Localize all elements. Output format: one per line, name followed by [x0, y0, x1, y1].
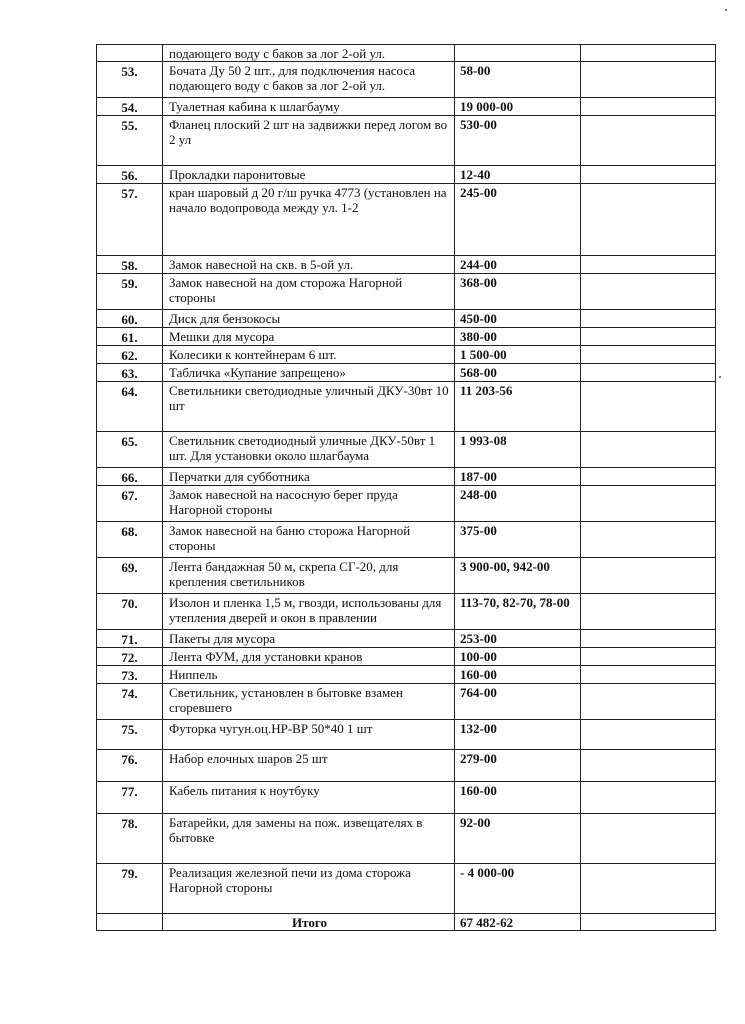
- row-description: Набор елочных шаров 25 шт: [163, 750, 455, 782]
- table-row: [97, 864, 716, 914]
- scan-speck: [719, 376, 721, 378]
- row-empty-cell: [581, 328, 716, 346]
- row-empty-cell: [581, 594, 716, 630]
- row-empty-cell: [581, 666, 716, 684]
- row-description: Прокладки паронитовые: [163, 166, 455, 184]
- row-amount: 248-00: [455, 486, 581, 522]
- row-empty-cell: [581, 750, 716, 782]
- table-row: [97, 382, 716, 432]
- row-amount: 368-00: [455, 274, 581, 310]
- row-description: Фланец плоский 2 шт на задвижки перед логом во 2 ул: [163, 116, 455, 166]
- row-empty-cell: [581, 346, 716, 364]
- row-amount: 375-00: [455, 522, 581, 558]
- row-empty-cell: [581, 558, 716, 594]
- row-description: подающего воду с баков за лог 2-ой ул.: [163, 45, 455, 62]
- row-amount: 1 993-08: [455, 432, 581, 468]
- row-amount: 100-00: [455, 648, 581, 666]
- row-amount: 12-40: [455, 166, 581, 184]
- table-row: [97, 486, 716, 522]
- row-description: Светильник светодиодный уличные ДКУ-50вт 1 шт. Для установки около шлагбаума: [163, 432, 455, 468]
- total-row: [97, 914, 716, 931]
- row-number: 53.: [97, 62, 163, 98]
- table-row: [97, 62, 716, 98]
- table-row: [97, 684, 716, 720]
- row-description: Замок навесной на насосную берег пруда Нагорной стороны: [163, 486, 455, 522]
- table-row: [97, 522, 716, 558]
- row-description: Замок навесной на дом сторожа Нагорной стороны: [163, 274, 455, 310]
- row-description: Батарейки, для замены на пож. извещателях в бытовке: [163, 814, 455, 864]
- row-empty-cell: [581, 62, 716, 98]
- row-empty-cell: [581, 468, 716, 486]
- row-description: Лента ФУМ, для установки кранов: [163, 648, 455, 666]
- row-number: 60.: [97, 310, 163, 328]
- row-amount: 244-00: [455, 256, 581, 274]
- table-row: [97, 630, 716, 648]
- row-amount: [455, 45, 581, 62]
- total-amount: 67 482-62: [455, 914, 581, 931]
- row-number: 55.: [97, 116, 163, 166]
- row-number: 73.: [97, 666, 163, 684]
- expense-table: [96, 44, 716, 931]
- row-empty-cell: [581, 630, 716, 648]
- row-amount: 279-00: [455, 750, 581, 782]
- row-number: 59.: [97, 274, 163, 310]
- row-description: Колесики к контейнерам 6 шт.: [163, 346, 455, 364]
- table-row: [97, 648, 716, 666]
- row-amount: 58-00: [455, 62, 581, 98]
- row-amount: 450-00: [455, 310, 581, 328]
- row-empty-cell: [581, 382, 716, 432]
- row-number: 79.: [97, 864, 163, 914]
- scan-speck: [725, 9, 727, 11]
- row-description: Мешки для мусора: [163, 328, 455, 346]
- row-number: 74.: [97, 684, 163, 720]
- row-empty-cell: [581, 184, 716, 256]
- row-amount: 245-00: [455, 184, 581, 256]
- row-number: 71.: [97, 630, 163, 648]
- row-description: Кабель питания к ноутбуку: [163, 782, 455, 814]
- table-row: [97, 166, 716, 184]
- row-number: 78.: [97, 814, 163, 864]
- table-row: [97, 468, 716, 486]
- row-empty-cell: [581, 720, 716, 750]
- table-row: [97, 328, 716, 346]
- row-empty-cell: [581, 486, 716, 522]
- row-empty-cell: [581, 45, 716, 62]
- total-num-cell: [97, 914, 163, 931]
- table-row: [97, 116, 716, 166]
- row-amount: 1 500-00: [455, 346, 581, 364]
- row-description: Изолон и пленка 1,5 м, гвозди, использованы для утепления дверей и окон в правлении: [163, 594, 455, 630]
- total-label: Итого: [163, 914, 455, 931]
- table-row: [97, 274, 716, 310]
- row-description: Перчатки для субботника: [163, 468, 455, 486]
- row-description: Лента бандажная 50 м, скрепа СГ-20, для крепления светильников: [163, 558, 455, 594]
- row-description: Диск для бензокосы: [163, 310, 455, 328]
- row-number: 69.: [97, 558, 163, 594]
- table-row: [97, 45, 716, 62]
- row-empty-cell: [581, 864, 716, 914]
- row-description: Замок навесной на скв. в 5-ой ул.: [163, 256, 455, 274]
- row-number: 77.: [97, 782, 163, 814]
- row-description: Ниппель: [163, 666, 455, 684]
- row-empty-cell: [581, 782, 716, 814]
- row-description: Туалетная кабина к шлагбауму: [163, 98, 455, 116]
- row-number: [97, 45, 163, 62]
- table-row: [97, 364, 716, 382]
- row-number: 70.: [97, 594, 163, 630]
- row-empty-cell: [581, 166, 716, 184]
- table-row: [97, 184, 716, 256]
- table-row: [97, 558, 716, 594]
- row-amount: 530-00: [455, 116, 581, 166]
- row-number: 54.: [97, 98, 163, 116]
- row-number: 65.: [97, 432, 163, 468]
- table-row: [97, 256, 716, 274]
- row-description: Футорка чугун.оц.НР-ВР 50*40 1 шт: [163, 720, 455, 750]
- table-row: [97, 594, 716, 630]
- table-row: [97, 346, 716, 364]
- row-amount: 253-00: [455, 630, 581, 648]
- row-number: 76.: [97, 750, 163, 782]
- row-empty-cell: [581, 98, 716, 116]
- table-row: [97, 310, 716, 328]
- row-description: Светильник, установлен в бытовке взамен сгоревшего: [163, 684, 455, 720]
- table-row: [97, 814, 716, 864]
- row-number: 68.: [97, 522, 163, 558]
- row-number: 75.: [97, 720, 163, 750]
- row-description: Светильники светодиодные уличный ДКУ-30вт 10 шт: [163, 382, 455, 432]
- row-amount: 3 900-00, 942-00: [455, 558, 581, 594]
- row-number: 56.: [97, 166, 163, 184]
- row-amount: 380-00: [455, 328, 581, 346]
- total-empty-cell: [581, 914, 716, 931]
- row-empty-cell: [581, 814, 716, 864]
- row-number: 67.: [97, 486, 163, 522]
- row-number: 61.: [97, 328, 163, 346]
- table-row: [97, 98, 716, 116]
- row-amount: 113-70, 82-70, 78-00: [455, 594, 581, 630]
- row-description: Табличка «Купание запрещено»: [163, 364, 455, 382]
- row-empty-cell: [581, 116, 716, 166]
- row-amount: 11 203-56: [455, 382, 581, 432]
- row-empty-cell: [581, 274, 716, 310]
- row-number: 66.: [97, 468, 163, 486]
- row-description: Замок навесной на баню сторожа Нагорной стороны: [163, 522, 455, 558]
- table-row: [97, 750, 716, 782]
- row-empty-cell: [581, 648, 716, 666]
- expense-table-body: [97, 45, 716, 931]
- row-number: 62.: [97, 346, 163, 364]
- row-amount: 92-00: [455, 814, 581, 864]
- row-amount: 187-00: [455, 468, 581, 486]
- row-amount: 764-00: [455, 684, 581, 720]
- row-empty-cell: [581, 522, 716, 558]
- row-empty-cell: [581, 364, 716, 382]
- row-empty-cell: [581, 432, 716, 468]
- row-number: 72.: [97, 648, 163, 666]
- row-number: 63.: [97, 364, 163, 382]
- row-amount: 160-00: [455, 782, 581, 814]
- table-row: [97, 666, 716, 684]
- row-amount: 132-00: [455, 720, 581, 750]
- row-number: 64.: [97, 382, 163, 432]
- row-description: кран шаровый д 20 г/ш ручка 4773 (установлен на начало водопровода между ул. 1-2: [163, 184, 455, 256]
- row-number: 58.: [97, 256, 163, 274]
- row-empty-cell: [581, 310, 716, 328]
- row-empty-cell: [581, 684, 716, 720]
- row-description: Пакеты для мусора: [163, 630, 455, 648]
- row-number: 57.: [97, 184, 163, 256]
- table-row: [97, 432, 716, 468]
- row-amount: - 4 000-00: [455, 864, 581, 914]
- table-row: [97, 720, 716, 750]
- row-empty-cell: [581, 256, 716, 274]
- table-row: [97, 782, 716, 814]
- row-description: Реализация железной печи из дома сторожа Нагорной стороны: [163, 864, 455, 914]
- row-amount: 568-00: [455, 364, 581, 382]
- row-amount: 19 000-00: [455, 98, 581, 116]
- row-amount: 160-00: [455, 666, 581, 684]
- row-description: Бочата Ду 50 2 шт., для подключения насоса подающего воду с баков за лог 2-ой ул.: [163, 62, 455, 98]
